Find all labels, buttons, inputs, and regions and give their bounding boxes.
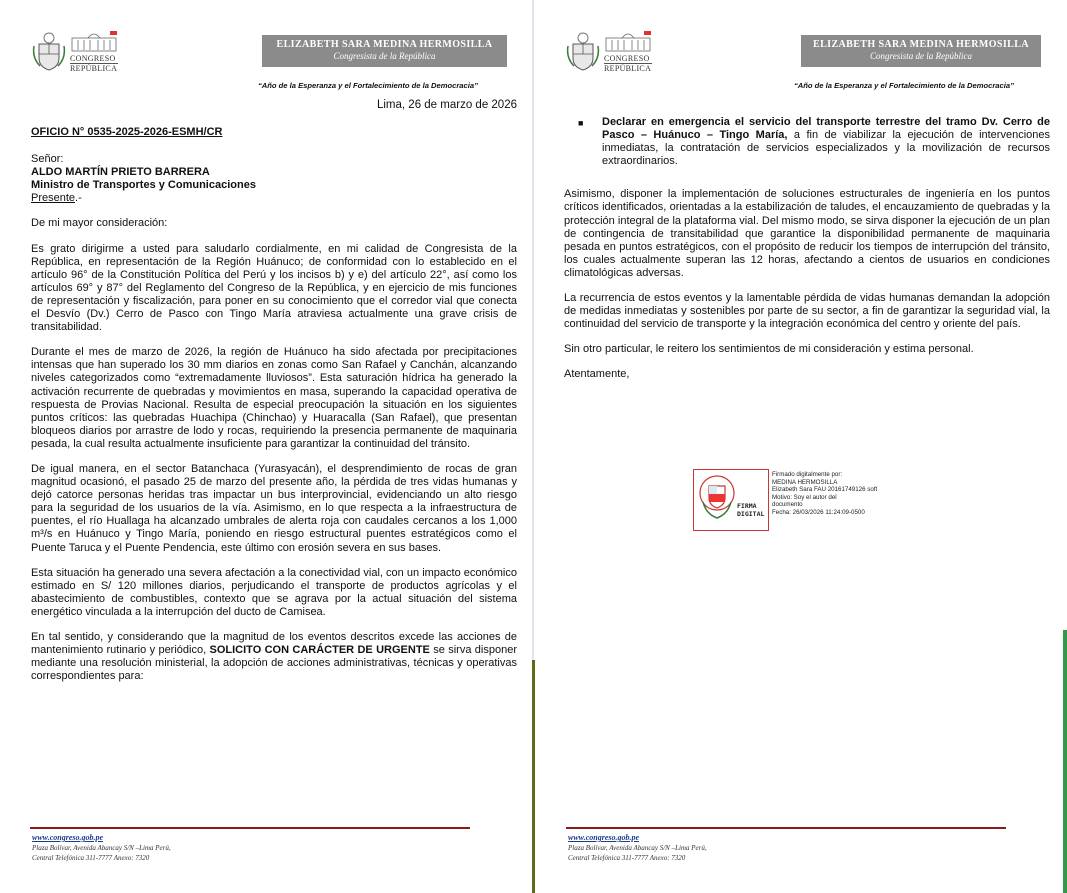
footer-divider — [30, 827, 470, 829]
signature-line-1: Firmado digitalmente por: — [772, 471, 843, 478]
signature-line-5: documento — [772, 501, 803, 509]
congress-name-banner — [801, 35, 1041, 67]
signature-line-4: Motivo: Soy el autor del — [772, 493, 837, 501]
footer-website-link[interactable]: www.congreso.gob.pe — [568, 833, 640, 842]
document-page-2 — [538, 0, 1067, 893]
page-gutter — [531, 0, 538, 893]
gutter-edge-top — [532, 0, 534, 660]
coat-of-arms-icon — [32, 32, 66, 72]
presente-word: Presente — [31, 192, 76, 205]
signature-details — [772, 471, 877, 517]
congress-building-icon — [70, 30, 118, 52]
signature-seal — [693, 469, 769, 531]
congress-building-icon — [604, 30, 652, 52]
bullet-square-icon: ■ — [578, 118, 584, 128]
paragraph-7: La recurrencia de estos eventos y la lamentable pérdida de vidas humanas demandan la adopción de medidas inmediatas y sostenibles por parte de su sector, a fin de garantizar la seguridad vial, la continuidad del servicio de transporte y la integración económica del centro y oriente del país. — [564, 292, 1050, 331]
paragraph-5 — [31, 631, 517, 683]
logo-text-congreso: CONGRESO — [604, 54, 650, 63]
oficio-number: OFICIO N° 0535-2025-2026-ESMH/CR — [31, 126, 223, 138]
seal-caption — [737, 502, 764, 518]
footer-website-link[interactable]: www.congreso.gob.pe — [32, 833, 104, 842]
bullet-rest: a fin de viabilizar la ejecución de intervenciones inmediatas, la contratación de servicios especializados y la movilización de recursos extraordinarios. — [602, 129, 1050, 168]
greeting: De mi mayor consideración: — [31, 217, 168, 230]
bullet-emphasis: Declarar en emergencia el servicio del transporte terrestre del tramo Dv. Cerro de Pasco – Huánuco – Tingo María, — [602, 116, 1050, 142]
letter-body-page-1 — [31, 126, 517, 695]
presente-suffix: .- — [75, 192, 82, 205]
request-bullet — [564, 116, 1050, 168]
logo-text-republica: REPÚBLICA — [604, 64, 652, 73]
paragraph-3: De igual manera, en el sector Batanchaca (Yurasyacán), el desprendimiento de rocas de gran magnitud ocasionó, el pasado 25 de marzo del presente año, la pérdida de tres vidas humanas y dejó catorce personas heridas tras impactar un bus interprovincial, evidenciando un alto riesgo para la seguridad de los usuarios de la vía. Asimismo, en lo que respecta a la infraestructura de puentes, el río Huallaga ha alcanzado umbrales de alerta roja con caudales cercanos a los 1,000 m³/s en Huánuco y Tingo María, poniendo en riesgo estructural puentes estratégicos como el Puente Taruca y el Puente Pendencia, este último con erosión severa en sus bases. — [31, 462, 517, 554]
seal-caption-digital: DIGITAL — [737, 510, 765, 518]
logo-text-republica: REPÚBLICA — [70, 64, 118, 73]
banner-name: ELIZABETH SARA MEDINA HERMOSILLA — [813, 39, 1029, 50]
paragraph-5-start: En tal sentido, y considerando que la magnitud de los eventos descritos excede las acciones de mantenimiento rutinario y periódico, — [31, 631, 517, 657]
paragraph-1: Es grato dirigirme a usted para saludarlo cordialmente, en mi calidad de Congresista de la República, en representación de la Región Huánuco; de conformidad con lo establecido en el artículo 96° de la Constitución Política del Perú y los incisos b) y e) del artículo 22°, así como los artículos 69° y 87° del Reglamento del Congreso de la República, y en ejercicio de mis funciones de representación y fiscalización, para poner en su conocimiento que el corredor vial que conecta el Desvío (Dv.) Cerro de Pasco con Tingo María atraviesa actualmente una grave crisis de transitabilidad. — [31, 242, 517, 334]
footer-address: Plaza Bolívar, Avenida Abancay S/N –Lima Perú, — [568, 844, 707, 852]
presente-line — [31, 192, 517, 205]
bullet-text — [602, 116, 1050, 168]
salutation: Señor: — [31, 153, 64, 166]
paragraph-2: Durante el mes de marzo de 2026, la región de Huánuco ha sido afectada por precipitaciones intensas que han superado los 30 mm diarios en zonas como San Rafael y Canchán, alcanzando niveles categorizados como “extremadamente lluviosos”. Esta saturación hídrica ha generado la activación recurrente de quebradas y movimientos en masa, superando la capacidad operativa de respuesta de Provias Nacional. Resulta de especial preocupación la situación en los siguientes puntos críticos: las quebradas Huachipa (Chinchao) y Huaracalla (San Rafael), que presentan bloqueos diarios por arrastre de lodo y rocas, requiriendo la presencia permanente de maquinaria pesada, la cual resulta actualmente insuficiente para garantizar la continuidad del tránsito. — [31, 346, 517, 450]
year-motto: “Año de la Esperanza y el Fortalecimiento de la Democracia” — [258, 81, 478, 90]
gutter-edge-bottom — [532, 660, 535, 893]
paragraph-8: Sin otro particular, le reitero los sentimientos de mi consideración y estima personal. — [564, 343, 974, 356]
congress-name-banner — [262, 35, 507, 67]
signature-line-6: Fecha: 26/03/2026 11:24:09-0500 — [772, 508, 865, 516]
signature-line-3: Elizabeth Sara FAU 20161749126 soft — [772, 486, 878, 494]
paragraph-4: Esta situación ha generado una severa afectación a la conectividad vial, con un impacto económico estimado en S/ 120 millones diarios, perjudicando el transporte de productos agrícolas y el abastecimiento de combustibles, contexto que se agrava por la actual situación del sistema energético vinculada a la interrupción del ducto de Camisea. — [31, 566, 517, 618]
banner-role: Congresista de la República — [870, 51, 972, 61]
recipient-block — [31, 153, 517, 205]
footer-address: Plaza Bolívar, Avenida Abancay S/N –Lima Perú, — [32, 844, 171, 852]
peru-emblem-icon — [698, 474, 736, 524]
banner-name: ELIZABETH SARA MEDINA HERMOSILLA — [276, 39, 493, 50]
recipient-name: ALDO MARTÍN PRIETO BARRERA — [31, 166, 210, 179]
coat-of-arms-icon — [566, 32, 600, 72]
document-page-1 — [0, 0, 531, 893]
request-emphasis: SOLICITO CON CARÁCTER DE URGENTE — [209, 644, 430, 657]
footer-phone: Central Telefónica 311-7777 Anexo: 7320 — [568, 854, 686, 862]
footer-phone: Central Telefónica 311-7777 Anexo: 7320 — [32, 854, 150, 862]
year-motto: “Año de la Esperanza y el Fortalecimiento de la Democracia” — [794, 81, 1014, 90]
footer-divider — [566, 827, 1006, 829]
window-edge-accent — [1063, 630, 1067, 893]
digital-signature — [693, 469, 908, 535]
paragraph-5-end: se sirva disponer mediante una resolución ministerial, la adopción de acciones administrativas, técnicas y operativas correspondientes para: — [31, 644, 517, 683]
page-footer — [568, 833, 707, 863]
congress-logo — [32, 30, 152, 78]
banner-role: Congresista de la República — [333, 51, 436, 61]
page-footer — [32, 833, 171, 863]
closing: Atentamente, — [564, 368, 630, 381]
congress-logo — [566, 30, 686, 78]
signature-line-2: MEDINA HERMOSILLA — [772, 478, 838, 486]
recipient-title: Ministro de Transportes y Comunicaciones — [31, 179, 256, 192]
seal-caption-firma: FIRMA — [737, 502, 757, 510]
logo-text-congreso: CONGRESO — [70, 54, 116, 63]
letter-date: Lima, 26 de marzo de 2026 — [376, 99, 517, 111]
paragraph-6: Asimismo, disponer la implementación de soluciones estructurales de ingeniería en los puntos críticos identificados, orientadas a la estabilización de taludes, el encauzamiento de quebradas y la protección integral de la plataforma vial. Del mismo modo, se sirva disponer la ejecución de un plan de contingencia de transitabilidad que garantice la disponibilidad permanente de maquinaria pesada en puntos estratégicos, con el propósito de reducir los tiempos de interrupción del tránsito, los cuales actualmente superan las 12 horas, afectando a cientos de usuarios en condiciones climatológicas adversas. — [564, 188, 1050, 279]
letter-body-page-2 — [564, 112, 1050, 394]
